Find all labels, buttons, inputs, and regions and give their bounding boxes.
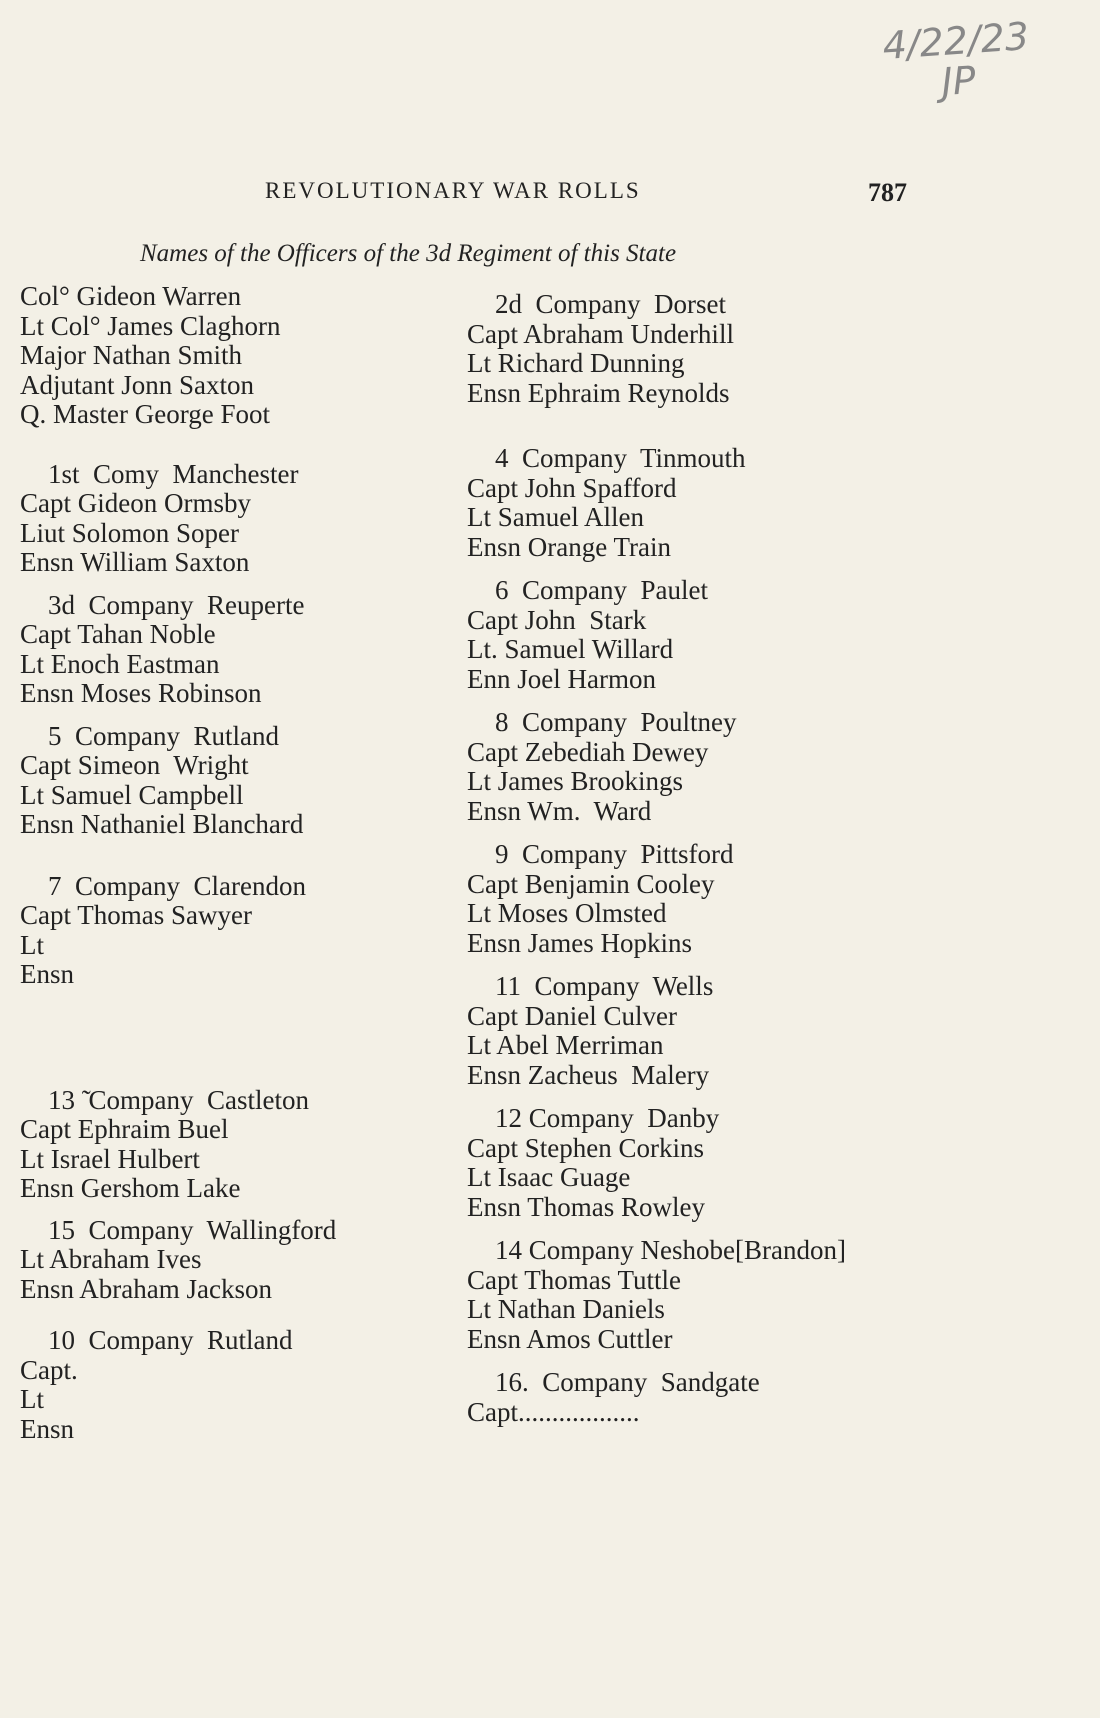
staff-line: Lt Col° James Claghorn xyxy=(20,310,281,341)
officer-line: Lt xyxy=(20,1384,44,1414)
running-head: REVOLUTIONARY WAR ROLLS xyxy=(265,178,641,203)
officer-line: Lt Richard Dunning xyxy=(467,348,685,378)
officer-line: Lt Samuel Allen xyxy=(467,502,644,532)
officer-line: Capt Simeon Wright xyxy=(20,750,249,780)
officer-line: Capt Thomas Sawyer xyxy=(20,900,252,930)
company-heading: 6 Company Paulet xyxy=(495,575,708,605)
officer-line: Ensn Moses Robinson xyxy=(20,678,262,708)
officer-line: Liut Solomon Soper xyxy=(20,517,240,548)
officer-line: Ensn xyxy=(20,1413,74,1444)
staff-line: Major Nathan Smith xyxy=(20,340,242,370)
officer-line: Ensn Abraham Jackson xyxy=(20,1273,272,1304)
handwritten-initials: JP xyxy=(939,57,977,104)
page-title: Names of the Officers of the 3d Regiment of this State xyxy=(140,240,677,267)
staff-line: Adjutant Jonn Saxton xyxy=(20,369,254,400)
officer-line: Capt Benjamin Cooley xyxy=(467,868,715,899)
officer-line: Lt Samuel Campbell xyxy=(20,779,244,810)
officer-line: Lt Nathan Daniels xyxy=(467,1294,665,1324)
company-block xyxy=(467,1368,1087,1427)
staff-line: Q. Master George Foot xyxy=(20,399,270,429)
company-block xyxy=(467,444,1087,562)
officer-line: Ensn Gershom Lake xyxy=(20,1173,241,1203)
staff-line: Col° Gideon Warren xyxy=(20,281,242,311)
company-block xyxy=(467,840,1087,958)
handwritten-annotation xyxy=(880,13,1033,107)
company-block xyxy=(467,576,1087,694)
company-block xyxy=(467,1104,1087,1222)
officer-line: Lt Abraham Ives xyxy=(20,1244,202,1274)
officer-line: Capt Abraham Underhill xyxy=(467,318,734,349)
company-block xyxy=(20,591,490,709)
officer-line: Capt Stephen Corkins xyxy=(467,1132,704,1163)
officer-line: Capt. xyxy=(20,1354,78,1385)
officer-line: Capt Ephraim Buel xyxy=(20,1114,229,1144)
officer-line: Capt Thomas Tuttle xyxy=(467,1264,682,1295)
officer-line: Capt Gideon Ormsby xyxy=(20,488,251,518)
company-heading: 10 Company Rutland xyxy=(48,1325,293,1355)
company-block xyxy=(467,972,1087,1090)
company-heading: 1st Comy Manchester xyxy=(48,458,299,489)
officer-line: Ensn Wm. Ward xyxy=(467,795,652,826)
officer-line: Ensn James Hopkins xyxy=(467,927,692,958)
left-column xyxy=(20,282,490,1444)
officer-line: Capt John Spafford xyxy=(467,472,677,503)
officer-line: Lt Isaac Guage xyxy=(467,1162,631,1192)
company-block xyxy=(467,1236,1087,1354)
officer-line: Lt Abel Merriman xyxy=(467,1030,664,1060)
officer-line: Ensn William Saxton xyxy=(20,547,250,577)
officer-line: Capt Daniel Culver xyxy=(467,1000,677,1031)
officer-line: Lt. Samuel Willard xyxy=(467,634,674,664)
company-heading: 7 Company Clarendon xyxy=(48,870,306,901)
officer-line: Ensn Zacheus Malery xyxy=(467,1059,710,1090)
company-heading: 12 Company Danby xyxy=(495,1103,720,1133)
company-heading: 8 Company Poultney xyxy=(495,707,737,737)
company-block xyxy=(20,872,490,990)
company-heading: 2d Company Dorset xyxy=(495,289,726,319)
company-block xyxy=(20,460,490,578)
company-heading: 9 Company Pittsford xyxy=(495,839,734,869)
officer-line: Ensn Nathaniel Blanchard xyxy=(20,809,304,839)
company-heading: 3d Company Reuperte xyxy=(48,589,305,620)
officer-line: Lt James Brookings xyxy=(467,766,683,796)
officer-line: Lt xyxy=(20,929,44,960)
company-block xyxy=(467,290,1087,408)
officer-line: Capt John Stark xyxy=(467,604,647,635)
company-heading: 14 Company Neshobe[Brandon] xyxy=(495,1235,846,1265)
officer-line: Lt Israel Hulbert xyxy=(20,1143,200,1174)
right-column xyxy=(467,290,1087,1427)
officer-line: Capt Zebediah Dewey xyxy=(467,736,709,767)
officer-line: Ensn Orange Train xyxy=(467,531,671,562)
company-heading: 15 Company Wallingford xyxy=(48,1214,337,1245)
company-heading: 11 Company Wells xyxy=(495,971,714,1001)
officer-line: Lt Moses Olmsted xyxy=(467,898,667,928)
company-block xyxy=(20,722,490,840)
company-block xyxy=(20,1086,490,1204)
staff-officers xyxy=(20,282,490,430)
officer-line: Capt.................. xyxy=(467,1396,640,1427)
company-heading: 13 ̃ Company Castleton xyxy=(48,1084,309,1115)
company-block xyxy=(20,1216,490,1305)
company-block xyxy=(20,1326,490,1444)
officer-line: Capt Tahan Noble xyxy=(20,619,216,649)
page-number: 787 xyxy=(868,178,907,207)
officer-line: Ensn Amos Cuttler xyxy=(467,1323,673,1354)
handwritten-date: 4/22/23 xyxy=(880,13,1030,69)
company-heading: 5 Company Rutland xyxy=(48,720,279,751)
officer-line: Ensn Ephraim Reynolds xyxy=(467,377,730,408)
company-block xyxy=(467,708,1087,826)
officer-line: Ensn Thomas Rowley xyxy=(467,1191,705,1222)
company-heading: 4 Company Tinmouth xyxy=(495,443,746,473)
officer-line: Enn Joel Harmon xyxy=(467,663,656,694)
company-heading: 16. Company Sandgate xyxy=(495,1367,760,1397)
officer-line: Lt Enoch Eastman xyxy=(20,648,220,679)
officer-line: Ensn xyxy=(20,959,74,989)
